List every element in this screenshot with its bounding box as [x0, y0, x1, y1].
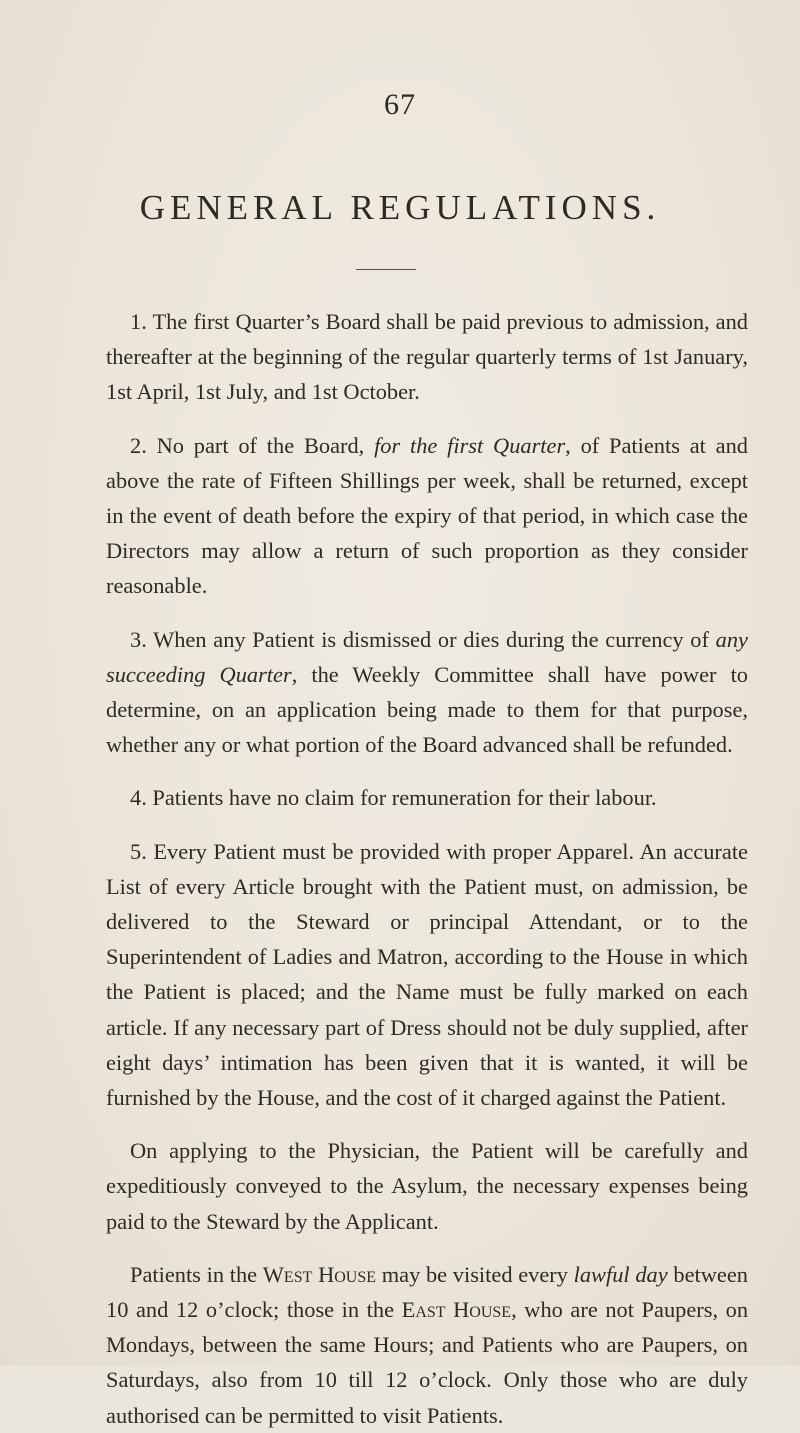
paragraph-text: Patients in the [130, 1261, 263, 1287]
regulation-paragraph [106, 304, 748, 410]
italic-text: any succeeding Quarter [106, 626, 748, 687]
paragraph-text: , of Patients at and above the rate of Fifteen Shillings per week, shall be returned, except in the event of death before the expiry of that period, in which case the Directors may allow a return of such proportion as they consider reasonable. [106, 432, 748, 599]
heading-divider [356, 269, 416, 270]
italic-text: for the first Quarter [374, 432, 566, 458]
paragraph-text: 1. The first Quarter’s Board shall be paid previous to admission, and thereafter at the beginning of the regular quarterly terms of 1st January, 1st April, 1st July, and 1st October. [106, 309, 748, 405]
regulation-paragraph [106, 1133, 748, 1239]
paragraph-text: 2. No part of the Board, [130, 432, 375, 458]
regulation-paragraph [106, 834, 748, 1116]
paragraph-text: between 10 and 12 o’clock; those in the [106, 1261, 748, 1323]
page-number: 67 [384, 88, 416, 121]
regulation-paragraph [106, 622, 748, 763]
paragraph-text: On applying to the Physician, the Patient will be carefully and expeditiously conveyed to the Asylum, the necessary expenses being paid to the Steward by the Applicant. [106, 1138, 748, 1234]
regulation-paragraph [106, 780, 748, 815]
italic-text: lawful day [573, 1261, 668, 1287]
paragraph-text: 5. Every Patient must be provided with proper Apparel. An accurate List of every Article brought with the Patient must, on admission, be delivered to the Steward or principal Attendant, or to the Superintendent of Ladies and Matron, according to the House in which the Patient is placed; and the Name must be fully marked on each article. If any necessary part of Dress should not be duly supplied, after eight days’ intimation has been given that it is wanted, it will be furnished by the House, and the cost of it charged against the Patient. [106, 838, 748, 1111]
regulations-body [106, 304, 748, 1433]
paragraph-text: may be visited every [376, 1261, 574, 1287]
regulation-paragraph [106, 1257, 748, 1433]
paragraph-text: 4. Patients have no claim for remuneration for their labour. [130, 785, 657, 811]
smallcaps-text: West House [262, 1261, 377, 1287]
smallcaps-text: East House [401, 1297, 512, 1323]
paragraph-text: , the Weekly Committee shall have power to determine, on an application being made to them for that purpose, whether any or what portion of the Board advanced shall be refunded. [106, 661, 748, 758]
page-title: GENERAL REGULATIONS. [139, 188, 661, 227]
paragraph-text: , who are not Paupers, on Mondays, between the same Hours; and Patients who are Paupers, on Saturdays, also from 10 till 12 o’clock. Only those who are duly authorised can be permitted to visit Patients. [106, 1297, 749, 1428]
regulation-paragraph [106, 428, 748, 604]
paragraph-text: 3. When any Patient is dismissed or dies during the currency of [130, 626, 716, 652]
